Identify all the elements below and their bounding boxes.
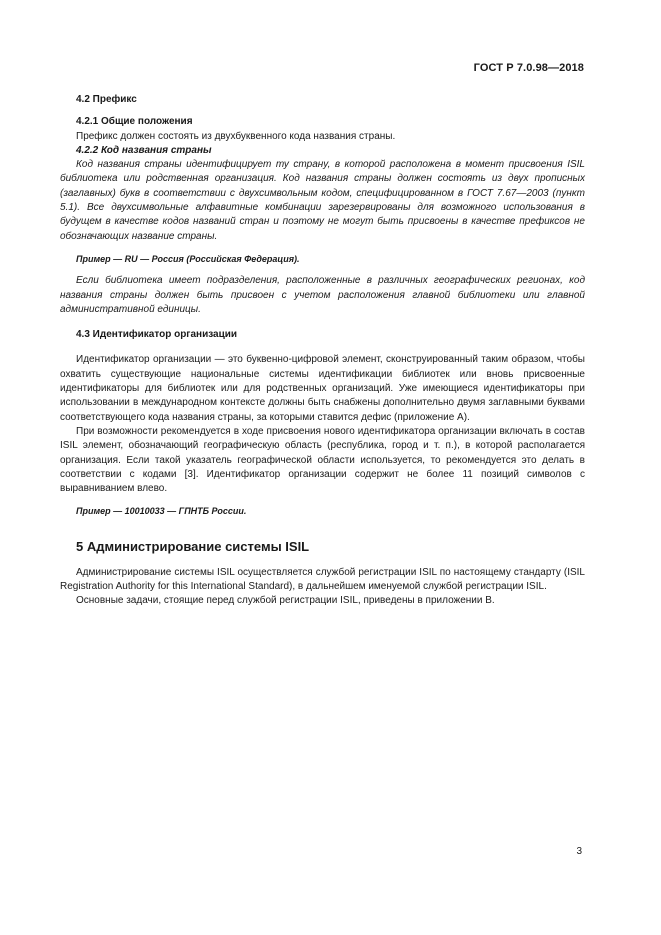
section-4-3-example: Пример — 10010033 — ГПНТБ России. xyxy=(76,506,247,517)
section-4-3-heading: 4.3 Идентификатор организации xyxy=(76,329,238,341)
page-number: 3 xyxy=(576,846,582,857)
section-5-heading: 5 Администрирование системы ISIL xyxy=(76,538,310,554)
page-body xyxy=(60,93,585,609)
section-5-paragraph-1: Администрирование системы ISIL осуществляется службой регистрации ISIL по настоящему стандарту (ISIL Registration Authority for this International Standard), в дальнейшем именуемой службой регистрации ISIL. xyxy=(60,566,585,593)
section-4-2-1-text: Префикс должен состоять из двухбуквенного кода названия страны. xyxy=(76,130,396,142)
section-4-2-1-heading: 4.2.1 Общие положения xyxy=(76,116,193,128)
section-4-3-paragraph-2: При возможности рекомендуется в ходе присвоения нового идентификатора организации включать в состав ISIL элемент, обозначающий географическую область (республика, город и т. п.), в которой располагается организация. Если такой указатель географической области используется, то рекомендуется это делать в соответствии с кодами [3]. Идентификатор организации содержит не более 11 позиций символов с выравниванием влево. xyxy=(60,425,585,495)
section-4-2-2-paragraph-1: Код названия страны идентифицирует ту страну, в которой расположена в момент присвоения ISIL библиотека или родственная организация. Код названия страны должен состоять из двух прописных (заглавных) букв в соответствии с двухсимвольным кодом, специфицированном в ГОСТ 7.67—2003 (пункт 5.1). Все двухсимвольные алфавитные комбинации зарезервированы для возможного использования в будущем в качестве кодов названий стран и поэтому не могут быть присвоены в качестве префиксов не обозначающих название страны. xyxy=(60,159,585,242)
section-4-2-heading: 4.2 Префикс xyxy=(76,94,137,105)
section-4-3-paragraph-1: Идентификатор организации — это буквенно-цифровой элемент, сконструированный таким образом, чтобы охватить существующие национальные системы идентификации библиотек или вновь присвоенные идентификаторы для библиотек или для родственных организаций. Уже имеющиеся идентификаторы при использовании в международном контексте должны быть снабжены дополнительно двумя заглавными буквами соответствующего кода названия страны, за которыми ставится дефис (приложение А). xyxy=(60,354,585,423)
section-5-paragraph-2: Основные задачи, стоящие перед службой регистрации ISIL, приведены в приложении В. xyxy=(76,595,495,607)
section-4-2-2-paragraph-2: Если библиотека имеет подразделения, расположенные в различных географических регионах, код названия страны должен быть присвоен с учетом расположения главной библиотеки или главной административной единицы. xyxy=(60,275,585,315)
document-id-header: ГОСТ Р 7.0.98—2018 xyxy=(473,62,584,74)
section-4-2-2-heading: 4.2.2 Код названия страны xyxy=(76,144,212,156)
section-4-2-2-example: Пример — RU — Россия (Российская Федерация). xyxy=(76,253,300,264)
